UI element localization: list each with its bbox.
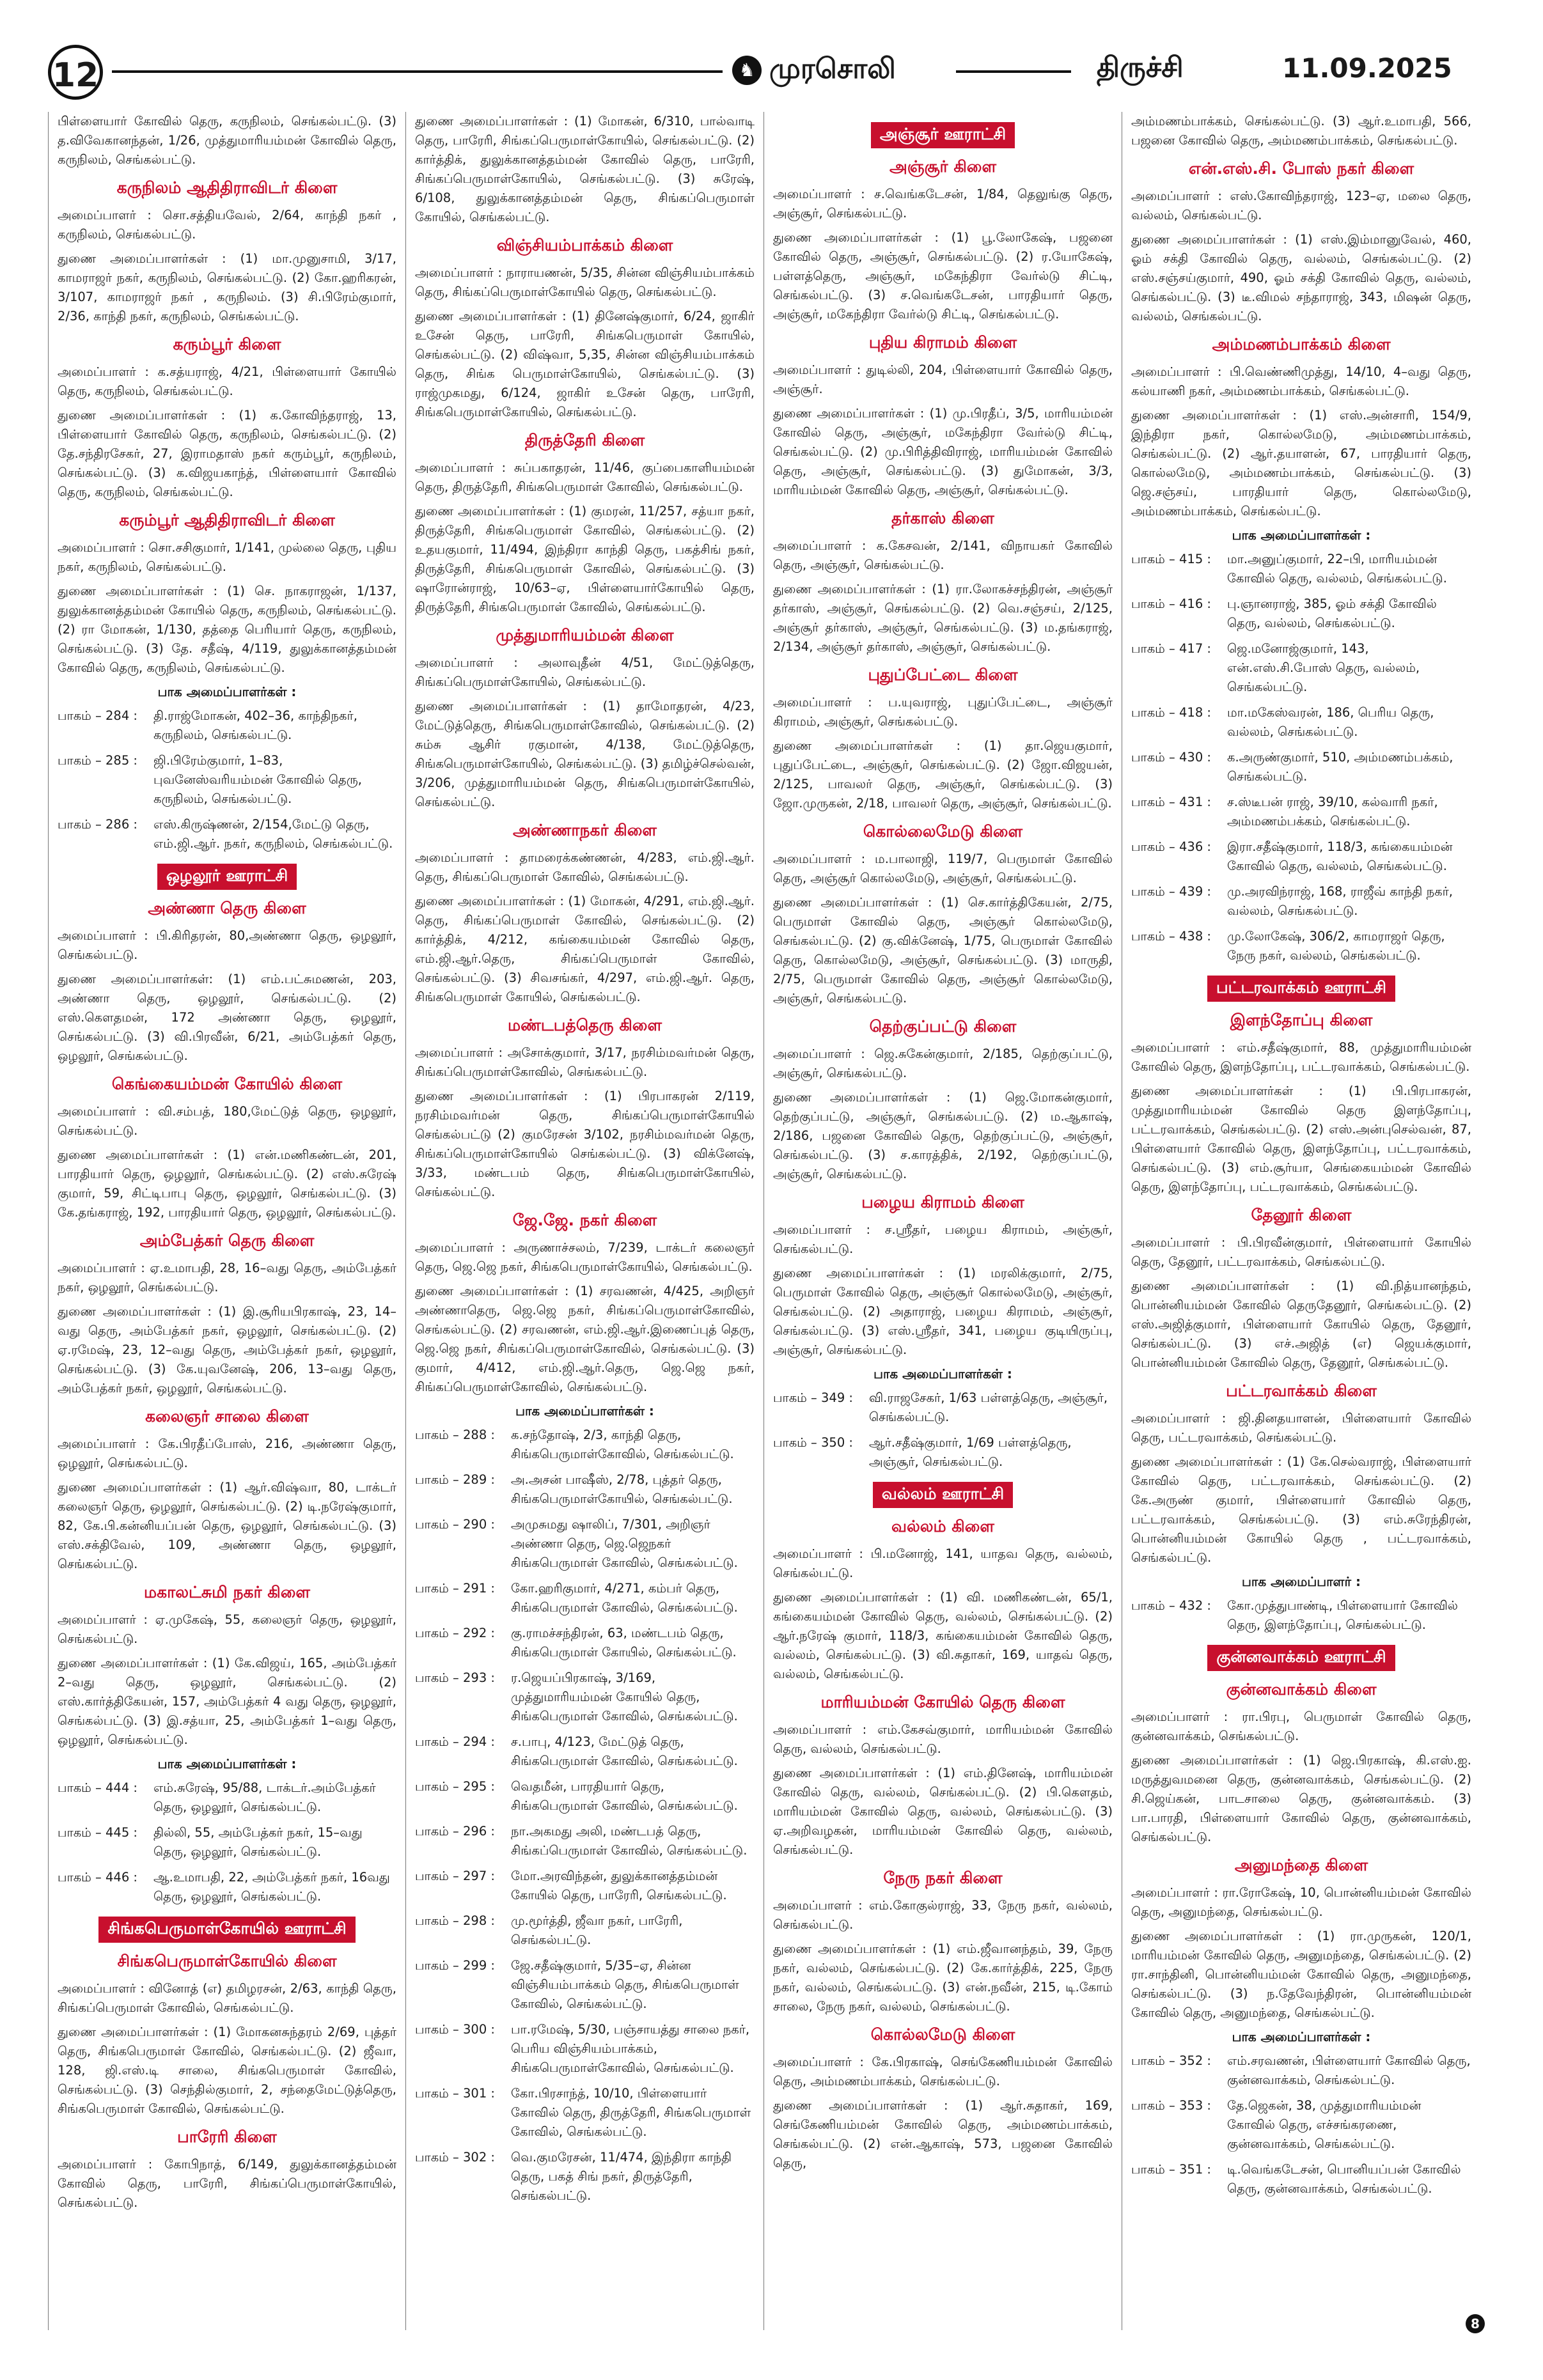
booth-entry <box>415 2148 755 2205</box>
deputy-organizers-entry: துணை அமைப்பாளர்கள்: (1) எம்.பட்சுமணன், 203, அண்ணா தெரு, ஒழலூர், செங்கல்பட்டு. (2) எஸ்.கௌதமன், 172 அண்ணா தெரு, ஒழலூர், செங்கல்பட்டு. (3) வி.பிரவீன், 6/21, அம்பேத்கர் தெரு, ஒழலூர், செங்கல்பட்டு. <box>58 972 396 1063</box>
organizer-entry: அமைப்பாளர் : அலாவுதீன் 4/51, மேட்டுத்தெரு, சிங்கப்பெருமாள்கோயில், செங்கல்பட்டு. <box>415 655 755 689</box>
panchayat-banner <box>773 122 1113 148</box>
deputy-organizers-entry: துணை அமைப்பாளர்கள் : (1) வி.நித்யானந்தம், பொன்னியம்மன் கோவில் தெருதேனூர், செங்கல்பட்டு. (2) எஸ்.அஜித்குமார், பிள்ளையார் கோயில் தெரு, தேனூர், செங்கல்பட்டு. (3) எச்.அஜித் (எ) ஜெயக்குமார், பொன்னியம்மன் கோவில் தெரு, தேனூர், செங்கல்பட்டு. <box>1131 1279 1471 1370</box>
branch-heading: விஞ்சியம்பாக்கம் கிளை <box>496 236 673 254</box>
booth-entry <box>58 751 396 809</box>
column-4 <box>1122 112 1480 2330</box>
booth-entry <box>415 1867 755 1905</box>
booth-organizer: எம்.சுரேஷ், 95/88, டாக்டர்.அம்பேத்கர் தெரு, ஒழலூர், செங்கல்பட்டு. <box>153 1780 376 1814</box>
booth-number: பாகம் – 415 : <box>1131 552 1211 566</box>
booth-organizer: மோ.அரவிந்தன், துலுக்கானத்தம்மன் கோயில் தெரு, பாரேரி, செங்கல்பட்டு. <box>511 1869 727 1902</box>
organizer-entry: அமைப்பாளர் : ஏ.முகேஷ், 55, கலைஞர் தெரு, ஒழலூர், செங்கல்பட்டு. <box>58 1612 396 1646</box>
booth-entry <box>1131 550 1471 588</box>
deputy-organizers-entry: துணை அமைப்பாளர்கள் : (1) மோகன், 6/310, பால்வாடி தெரு, பாரேரி, சிங்கப்பெருமாள்கோயில், செங்கல்பட்டு. (2) கார்த்திக், துலுக்கானத்தம்மன் கோவில் தெரு, பாரேரி, சிங்கப்பெருமாள்கோயில், செங்கல்பட்டு. (3) சுரேஷ், 6/108, துலுக்கானத்தம்மன் தெரு, சிங்கப்பெருமாள் கோயில், செங்கல்பட்டு. <box>415 114 755 224</box>
deputy-organizers-entry: துணை அமைப்பாளர்கள் : (1) எஸ்.இம்மானுவேல், 460, ஓம் சக்தி கோவில் தெரு, வல்லம், செங்கல்பட்டு. (2) எஸ்.சஞ்சய்குமார், 490, ஓம் சக்தி கோவில் தெரு, வல்லம், செங்கல்பட்டு. (3) டீ.விமல் சந்தாராஜ், 343, மிஷன் தெரு, வல்லம், செங்கல்பட்டு. <box>1131 232 1471 323</box>
panchayat-banner <box>1131 976 1471 1002</box>
booth-entry <box>1131 595 1471 633</box>
booth-number: பாகம் – 446 : <box>58 1870 137 1885</box>
deputy-organizers-entry: துணை அமைப்பாளர்கள் : (1) எஸ்.அன்சாரி, 154/9, இந்திரா நகர், கொல்லமேடு, அம்மணம்பாக்கம், செங்கல்பட்டு. (2) ஆர்.தயாளன், 67, பாரதியார் தெரு, கொல்லமேடு, அம்மணம்பாக்கம், செங்கல்பட்டு. (3) ஜெ.சஞ்சய், பாரதியார் தெரு, கொல்லமேடு, அம்மணம்பாக்கம், செங்கல்பட்டு. <box>1131 408 1471 518</box>
booth-entry <box>415 1822 755 1860</box>
branch-heading: கெங்கையம்மன் கோயில் கிளை <box>111 1075 343 1093</box>
deputy-organizers-entry: துணை அமைப்பாளர்கள் : (1) என்.மணிகண்டன், 201, பாரதியார் தெரு, ஒழலூர், செங்கல்பட்டு. (2) எஸ்.சுரேஷ் குமார், 59, சிட்டிபாபு தெரு, ஒழலூர், செங்கல்பட்டு. (3) கே.தங்கராஜ், 192, பாரதியார் தெரு, ஒழலூர், செங்கல்பட்டு. <box>58 1147 396 1220</box>
organizer-entry: அமைப்பாளர் : சொ.சத்தியவேல், 2/64, காந்தி நகர் , கருநிலம், செங்கல்பட்டு. <box>58 208 396 242</box>
branch-heading: அம்பேத்கர் தெரு கிளை <box>139 1231 315 1250</box>
organizer-entry: அமைப்பாளர் : பி.பிரவீன்குமார், பிள்ளையார் கோயில் தெரு, தேனூர், பட்டரவாக்கம், செங்கல்பட்டு. <box>1131 1235 1471 1269</box>
booth-number: பாகம் – 439 : <box>1131 884 1211 899</box>
organizer-entry: அமைப்பாளர் : எம்.கோகுல்ராஜ், 33, நேரு நகர், வல்லம், செங்கல்பட்டு. <box>773 1898 1113 1932</box>
booth-number: பாகம் – 350 : <box>773 1435 853 1450</box>
booth-organizer: பு.ஞானராஜ், 385, ஓம் சக்தி கோவில் தெரு, வல்லம், செங்கல்பட்டு. <box>1227 596 1437 630</box>
column-2 <box>406 112 764 2330</box>
organizer-entry: அமைப்பாளர் : கே.பிரகாஷ், செங்கேணியம்மன் கோவில் தெரு, அம்மணம்பாக்கம், செங்கல்பட்டு. <box>773 2055 1113 2088</box>
branch-heading: தேனூர் கிளை <box>1251 1206 1352 1224</box>
branch-heading: தர்காஸ் கிளை <box>891 509 994 527</box>
panchayat-banner-label: சிங்கபெருமாள்கோயில் ஊராட்சி <box>98 1917 355 1943</box>
booth-entry <box>1131 639 1471 697</box>
booth-organizer: ஜெ.மனோஜ்குமார், 143, என்.எஸ்.சி.போஸ் தெரு, வல்லம், செங்கல்பட்டு. <box>1227 641 1420 694</box>
booth-number: பாகம் – 418 : <box>1131 705 1211 720</box>
paper-logo <box>732 52 950 91</box>
booth-number: பாகம் – 289 : <box>415 1472 495 1487</box>
booth-entry <box>58 815 396 853</box>
deputy-organizers-entry: துணை அமைப்பாளர்கள் : (1) ஆர்.சுதாகர், 169, செங்கேணியம்மன் கோவில் தெரு, அம்மணம்பாக்கம், செங்கல்பட்டு. (2) என்.ஆகாஷ், 573, பஜனை கோவில் தெரு, <box>773 2098 1113 2170</box>
booth-organizer: இரா.சதீஷ்குமார், 118/3, கங்கையம்மன் கோவில் தெரு, வல்லம், செங்கல்பட்டு. <box>1227 839 1453 873</box>
branch-heading: கரும்பூர் ஆதிதிராவிடர் கிளை <box>119 511 335 529</box>
booth-organizers-heading: பாக அமைப்பாளர்கள் : <box>157 684 297 699</box>
deputy-organizers-entry: துணை அமைப்பாளர்கள் : (1) எம்.ஜீவானந்தம், 39, நேரு நகர், வல்லம், செங்கல்பட்டு. (2) கே.கார்த்திக், 225, நேரு நகர், வல்லம், செங்கல்பட்டு. (3) என்.நவீன், 215, டி.கோம் சாலை, நேரு நகர், வல்லம், செங்கல்பட்டு. <box>773 1941 1113 2014</box>
deputy-organizers-entry: துணை அமைப்பாளர்கள் : (1) செ.கார்த்திகேயன், 2/75, பெருமாள் கோவில் தெரு, அஞ்சூர் கொல்லமேடு, செங்கல்பட்டு. (2) கு.விக்னேஷ், 1/75, பெருமாள் கோவில் தெரு, கொல்லமேடு, அஞ்சூர், செங்கல்பட்டு. (3) மாருதி, 2/75, பெருமாள் கோவில் தெரு, அஞ்சூர் கொல்லமேடு, அஞ்சூர், செங்கல்பட்டு. <box>773 895 1113 1006</box>
booth-organizers-heading: பாக அமைப்பாளர்கள் : <box>873 1366 1012 1381</box>
deputy-organizers-entry: துணை அமைப்பாளர்கள் : (1) பிரபாகரன் 2/119, நரசிம்மவர்மன் தெரு, சிங்கப்பெருமாள்கோயில் செங்கல்பட்டு (2) குமரேசன் 3/102, நரசிம்மவர்மன் தெரு, சிங்கப்பெருமாள்கோயில் செங்கல்பட்டு. (3) விக்னேஷ், 3/33, மண்டபம் தெரு, சிங்கபெருமாள்கோயில், செங்கல்பட்டு. <box>415 1089 755 1199</box>
booth-organizer: பா.ரமேஷ், 5/30, பஞ்சாயத்து சாலை நகர், பெரிய விஞ்சியம்பாக்கம், சிங்கபெருமாள்கோவில், செங்கல்பட்டு. <box>511 2022 750 2075</box>
masthead-rule-right <box>956 70 1071 73</box>
organizer-entry: அமைப்பாளர் : தாமரைக்கண்ணன், 4/283, எம்.ஜி.ஆர். தெரு, சிங்கப்பெருமாள் கோவில், செங்கல்பட்டு. <box>415 850 755 884</box>
booth-organizer: தில்லி, 55, அம்பேத்கர் நகர், 15–வது தெரு, ஒழலூர், செங்கல்பட்டு. <box>153 1825 363 1859</box>
organizer-entry: அமைப்பாளர் : வி.சம்பத், 180,மேட்டுத் தெரு, ஒழலூர், செங்கல்பட்டு. <box>58 1104 396 1138</box>
booth-number: பாகம் – 430 : <box>1131 750 1211 765</box>
edition-city: திருச்சி <box>1097 51 1184 84</box>
paper-name: முரசொலி <box>769 52 896 85</box>
booth-number: பாகம் – 288 : <box>415 1427 495 1442</box>
deputy-organizers-entry: துணை அமைப்பாளர்கள் : (1) பி.பிரபாகரன், முத்துமாரியம்மன் கோவில் தெரு இளந்தோப்பு, பட்டரவாக்கம், செங்கல்பட்டு. (2) எஸ்.அன்புசெல்வன், 87, பிள்ளையார் கோவில் தெரு, இளந்தோப்பு, பட்டரவாக்கம், செங்கல்பட்டு. (3) எம்.சூர்யா, செங்கையம்மன் கோவில் தெரு, இளந்தோப்பு, பட்டரவாக்கம், செங்கல்பட்டு. <box>1131 1084 1471 1194</box>
booth-number: பாகம் – 432 : <box>1131 1598 1211 1613</box>
deputy-organizers-entry: துணை அமைப்பாளர்கள் : (1) கே.விஜய், 165, அம்பேத்கர் 2–வது தெரு, ஒழலூர், செங்கல்பட்டு. (2) எஸ்.கார்த்திகேயன், 157, அம்பேத்கர் 4 வது தெரு, ஒழலூர், செங்கல்பட்டு. (3) இ.சத்யா, 25, அம்பேத்கர் 1–வது தெரு, ஒழலூர், செங்கல்பட்டு. <box>58 1656 396 1747</box>
organizer-entry: அமைப்பாளர் : வினோத் (எ) தமிழரசன், 2/63, காந்தி தெரு, சிங்கப்பெருமாள் கோவில், செங்கல்பட்டு. <box>58 1981 396 2015</box>
booth-entry <box>415 1579 755 1617</box>
booth-organizer: எஸ்.கிருஷ்ணன், 2/154,மேட்டு தெரு, எம்.ஜி.ஆர். நகர், கருநிலம், செங்கல்பட்டு. <box>153 817 393 851</box>
branch-heading: கருநிலம் ஆதிதிராவிடர் கிளை <box>116 178 338 197</box>
booth-number: பாகம் – 349 : <box>773 1390 853 1405</box>
booth-organizer: ஜி.பிரேம்குமார், 1–83, புவனேஸ்வரியம்மன் கோவில் தெரு, கருநிலம், செங்கல்பட்டு. <box>153 753 363 806</box>
branch-heading: கொல்லைமேடு கிளை <box>863 822 1023 841</box>
booth-organizer: வெ.குமரேசன், 11/474, இந்திரா காந்தி தெரு, பகத் சிங் நகர், திருத்தேரி, செங்கல்பட்டு. <box>511 2150 732 2203</box>
booth-number: பாகம் – 284 : <box>58 708 137 723</box>
booth-entry <box>415 1515 755 1573</box>
organizer-entry: அமைப்பாளர் : க.கேசவன், 2/141, விநாயகர் கோவில் தெரு, அஞ்சூர், செங்கல்பட்டு. <box>773 538 1113 572</box>
columns <box>48 112 1495 2330</box>
booth-organizer: ஆர்.சதீஷ்குமார், 1/69 பள்ளத்தெரு, அஞ்சூர், செங்கல்பட்டு. <box>869 1435 1072 1469</box>
booth-organizer: அ.அசன் பாஷீஸ், 2/78, புத்தர் தெரு, சிங்கபெருமாள்கோயில், செங்கல்பட்டு. <box>511 1472 733 1506</box>
article-paragraph: பிள்ளையார் கோவில் தெரு, கருநிலம், செங்கல்பட்டு. (3) த.விவேகானந்தன், 1/26, முத்துமாரியம்மன் கோவில் தெரு, கருநிலம், செங்கல்பட்டு. <box>58 114 396 167</box>
masthead <box>48 38 1495 109</box>
booth-number: பாகம் – 351 : <box>1131 2162 1211 2177</box>
masthead-rule-left <box>112 70 723 73</box>
booth-organizer: க.அருண்குமார், 510, அம்மணம்பக்கம், செங்கல்பட்டு. <box>1227 750 1453 784</box>
booth-number: பாகம் – 417 : <box>1131 641 1211 656</box>
booth-organizer: மு.அரவிந்ராஜ், 168, ராஜீவ் காந்தி நகர், வல்லம், செங்கல்பட்டு. <box>1227 884 1453 918</box>
booth-entry <box>1131 2051 1471 2090</box>
organizer-entry: அமைப்பாளர் : சொ.சசிகுமார், 1/141, முல்லை தெரு, புதிய நகர், கருநிலம், செங்கல்பட்டு. <box>58 540 396 574</box>
branch-heading: ஜே.ஜே. நகர் கிளை <box>512 1211 657 1229</box>
deputy-organizers-entry: துணை அமைப்பாளர்கள் : (1) ரா.லோகச்சந்திரன், அஞ்சூர் தர்காஸ், அஞ்சூர், செங்கல்பட்டு. (2) வெ.சஞ்சய், 2/125, அஞ்சூர் தர்காஸ், அஞ்சூர், செங்கல்பட்டு. (3) ம.தங்கராஜ், 2/134, அஞ்சூர் தர்காஸ், அஞ்சூர், செங்கல்பட்டு. <box>773 582 1113 654</box>
branch-heading: என்.எஸ்.சி. போஸ் நகர் கிளை <box>1188 159 1414 178</box>
booth-number: பாகம் – 290 : <box>415 1517 495 1532</box>
booth-entry <box>1131 703 1471 742</box>
branch-heading: மாரியம்மன் கோயில் தெரு கிளை <box>820 1693 1065 1711</box>
booth-entry <box>58 1823 396 1862</box>
organizer-entry: அமைப்பாளர் : ஜெ.சுகேன்குமார், 2/185, தெற்குப்பட்டு, அஞ்சூர், செங்கல்பட்டு. <box>773 1046 1113 1080</box>
booth-number: பாகம் – 294 : <box>415 1734 495 1749</box>
booth-entry <box>415 1426 755 1464</box>
booth-entry <box>1131 2096 1471 2154</box>
booth-entry <box>415 2020 755 2078</box>
booth-entry <box>773 1388 1113 1427</box>
booth-number: பாகம் – 438 : <box>1131 929 1211 944</box>
branch-heading: கரும்பூர் கிளை <box>173 335 281 354</box>
branch-heading: புதிய கிராமம் கிளை <box>868 333 1017 352</box>
booth-number: பாகம் – 298 : <box>415 1913 495 1928</box>
branch-heading: திருத்தேரி கிளை <box>524 431 645 449</box>
edition-date: 11.09.2025 <box>1282 52 1452 84</box>
panchayat-banner-label: ஒழலூர் ஊராட்சி <box>157 864 297 890</box>
panchayat-banner <box>773 1482 1113 1508</box>
booth-number: பாகம் – 445 : <box>58 1825 137 1840</box>
organizer-entry: அமைப்பாளர் : பி.வெண்ணிமுத்து, 14/10, 4–வது தெரு, கல்யாணி நகர், அம்மணம்பாக்கம், செங்கல்பட்டு. <box>1131 364 1471 398</box>
branch-heading: புதுப்பேட்டை கிளை <box>868 665 1018 684</box>
branch-heading: நேரு நகர் கிளை <box>883 1869 1003 1887</box>
branch-heading: பட்டரவாக்கம் கிளை <box>1226 1381 1377 1400</box>
booth-organizer: தே.ஜெகன், 38, முத்துமாரியம்மன் கோவில் தெரு, எச்சங்கரணை, குன்னவாக்கம், செங்கல்பட்டு. <box>1227 2098 1422 2151</box>
booth-entry <box>415 1911 755 1950</box>
booth-entry <box>1131 2160 1471 2198</box>
organizer-entry: அமைப்பாளர் : ச.வெங்கடேசன், 1/84, தெலுங்கு தெரு, அஞ்சூர், செங்கல்பட்டு. <box>773 187 1113 221</box>
booth-organizer: ஆ.உமாபதி, 22, அம்பேத்கர் நகர், 16வது தெரு, ஒழலூர், செங்கல்பட்டு. <box>153 1870 390 1904</box>
booth-organizer: வெதமீன், பாரதியார் தெரு, சிங்கபெருமாள் கோவில், செங்கல்பட்டு. <box>511 1779 738 1813</box>
deputy-organizers-entry: துணை அமைப்பாளர்கள் : (1) ஜெ.பிரகாஷ், கி.எஸ்.ஐ. மருத்துவமனை தெரு, குன்னவாக்கம், செங்கல்பட்டு. (2) சி.ஜெய்கன், பாடசாலை தெரு, குன்னவாக்கம். (3) பா.பாரதி, பிள்ளையார் கோவில் தெரு, குன்னவாக்கம், செங்கல்பட்டு. <box>1131 1753 1471 1844</box>
booth-organizer: அமுசுமது ஷாலிப், 7/301, அறிஞர் அண்ணா தெரு, ஜெ.ஜெநகர் சிங்கபெருமாள் கோவில், செங்கல்பட்டு. <box>511 1517 738 1570</box>
panchayat-banner-label: அஞ்சூர் ஊராட்சி <box>871 122 1015 148</box>
panchayat-banner <box>58 1917 396 1943</box>
deputy-organizers-entry: துணை அமைப்பாளர்கள் : (1) மோகன், 4/291, எம்.ஜி.ஆர். தெரு, சிங்கப்பெருமாள் கோவில், செங்கல்பட்டு. (2) கார்த்திக், 4/212, கங்கையம்மன் கோவில் தெரு, எம்.ஜி.ஆர்.தெரு, சிங்கப்பெருமாள் கோவில், செங்கல்பட்டு. (3) சிவசங்கர், 4/297, எம்.ஜி.ஆர். தெரு, சிங்கபெருமாள் கோயில், செங்கல்பட்டு. <box>415 894 755 1004</box>
organizer-entry: அமைப்பாளர் : துடில்லி, 204, பிள்ளையார் கோவில் தெரு, அஞ்சூர். <box>773 362 1113 396</box>
booth-organizer: க.சந்தோஷ், 2/3, காந்தி தெரு, சிங்கபெருமாள்கோவில், செங்கல்பட்டு. <box>511 1427 734 1461</box>
organizer-entry: அமைப்பாளர் : ச.ஸ்ரீதர், பழைய கிராமம், அஞ்சூர், செங்கல்பட்டு. <box>773 1222 1113 1256</box>
booth-entry <box>1131 748 1471 786</box>
booth-organizer: தி.ராஜ்மோகன், 402–36, காந்திநகர், கருநிலம், செங்கல்பட்டு. <box>153 708 357 742</box>
booth-number: பாகம் – 302 : <box>415 2150 495 2165</box>
booth-entry <box>58 1868 396 1906</box>
booth-number: பாகம் – 293 : <box>415 1670 495 1685</box>
organizer-entry: அமைப்பாளர் : கே.பிரதீப்போஸ், 216, அண்ணா தெரு, ஒழலூர், செங்கல்பட்டு. <box>58 1436 396 1470</box>
organizer-entry: அமைப்பாளர் : சுப்பகாதரன், 11/46, குப்பைகாளியம்மன் தெரு, திருத்தேரி, சிங்கபெருமாள் கோவில், செங்கல்பட்டு. <box>415 460 755 494</box>
booth-entry <box>58 706 396 745</box>
branch-heading: முத்துமாரியம்மன் கிளை <box>496 626 674 644</box>
organizer-entry: அமைப்பாளர் : ம.பாலாஜி, 119/7, பெருமாள் கோவில் தெரு, அஞ்சூர் கொல்லமேடு, அஞ்சூர், செங்கல்பட்டு. <box>773 852 1113 885</box>
deputy-organizers-entry: துணை அமைப்பாளர்கள் : (1) மரலிக்குமார், 2/75, பெருமாள் கோவில் தெரு, அஞ்சூர் கொல்லமேடு, அஞ்சூர், செங்கல்பட்டு. (2) அதாராஜ், பழைய கிராமம், அஞ்சூர், செங்கல்பட்டு. (3) எஸ்.ஸ்ரீதர், 341, பழைய குடியிருப்பு, அஞ்சூர், செங்கல்பட்டு. <box>773 1266 1113 1357</box>
booth-entry <box>1131 837 1471 876</box>
booth-number: பாகம் – 296 : <box>415 1824 495 1839</box>
panchayat-banner <box>1131 1645 1471 1671</box>
panchayat-banner <box>58 864 396 890</box>
booth-organizer: டி.வெங்கடேசன், பொனியப்பன் கோவில் தெரு, குன்னவாக்கம், செங்கல்பட்டு. <box>1227 2162 1461 2196</box>
branch-heading: கொல்லமேடு கிளை <box>870 2025 1015 2044</box>
booth-entry <box>1131 882 1471 921</box>
booth-number: பாகம் – 295 : <box>415 1779 495 1794</box>
branch-heading: அண்ணாநகர் கிளை <box>513 821 657 839</box>
newspaper-page <box>48 38 1495 2340</box>
booth-organizer: நா.அகமது அலி, மண்டபத் தெரு, சிங்கப்பெருமாள் கோவில், செங்கல்பட்டு. <box>511 1824 748 1858</box>
booth-entry <box>1131 1596 1471 1635</box>
branch-heading: கலைஞர் சாலை கிளை <box>145 1407 309 1426</box>
booth-entry <box>415 1624 755 1662</box>
organizer-entry: அமைப்பாளர் : அசோக்குமார், 3/17, நரசிம்மவர்மன் தெரு, சிங்கப்பெருமாள்கோவில், செங்கல்பட்டு. <box>415 1045 755 1079</box>
branch-heading: வல்லம் கிளை <box>891 1517 994 1536</box>
booth-organizer: மா.அனுப்குமார், 22–பி, மாரியம்மன் கோவில் தெரு, வல்லம், செங்கல்பட்டு. <box>1227 552 1447 586</box>
booth-entry <box>58 1778 396 1817</box>
booth-organizer: கு.ராமச்சந்திரன், 63, மண்டபம் தெரு, சிங்கபெருமாள் கோயில், செங்கல்பட்டு. <box>511 1626 737 1660</box>
branch-heading: அஞ்சூர் கிளை <box>889 157 997 176</box>
footer-page-marker: 8 <box>1466 2314 1485 2333</box>
organizer-entry: அமைப்பாளர் : எம்.சதீஷ்குமார், 88, முத்துமாரியம்மன் கோவில் தெரு, இளந்தோப்பு, பட்டரவாக்கம், செங்கல்பட்டு. <box>1131 1040 1471 1074</box>
deputy-organizers-entry: துணை அமைப்பாளர்கள் : (1) மோகனசுந்தரம் 2/69, புத்தர் தெரு, சிங்கபெருமாள் கோவில், செங்கல்பட்டு. (2) ஜீவா, 128, ஜி.எஸ்.டி சாலை, சிங்கபெருமாள் கோவில், செங்கல்பட்டு. (3) செந்தில்குமார், 2, சந்தைமேட்டுத்தெரு, சிங்கபெருமாள் கோவில், செங்கல்பட்டு. <box>58 2025 396 2116</box>
booth-organizer: கோ.முத்துபாண்டி, பிள்ளையார் கோவில் தெரு, இளந்தோப்பு, செங்கல்பட்டு. <box>1227 1598 1458 1632</box>
booth-organizer: கோ.ஹரிகுமார், 4/271, கம்பர் தெரு, சிங்கபெருமாள் கோவில், செங்கல்பட்டு. <box>511 1581 738 1615</box>
booth-organizer: மா.மகேஸ்வரன், 186, பெரிய தெரு, வல்லம், செங்கல்பட்டு. <box>1227 705 1434 739</box>
panchayat-banner-label: குன்னவாக்கம் ஊராட்சி <box>1207 1645 1395 1671</box>
booth-number: பாகம் – 416 : <box>1131 596 1211 611</box>
deputy-organizers-entry: துணை அமைப்பாளர்கள் : (1) வி. மணிகண்டன், 65/1, கங்கையம்மன் கோவில் தெரு, வல்லம், செங்கல்பட்டு. (2) ஆர்.நரேஷ் குமார், 118/3, கங்கையம்மன் கோவில் தெரு, வல்லம், செங்கல்பட்டு. (3) வி.சுதாகர், 169, யாதவ் தெரு, வல்லம், செங்கல்பட்டு. <box>773 1590 1113 1681</box>
branch-heading: தெற்குப்பட்டு கிளை <box>869 1017 1017 1036</box>
booth-number: பாகம் – 436 : <box>1131 839 1211 854</box>
booth-entry <box>1131 927 1471 965</box>
booth-number: பாகம் – 299 : <box>415 1958 495 1973</box>
deputy-organizers-entry: துணை அமைப்பாளர்கள் : (1) தினேஷ்குமார், 6/24, ஜாகிர் உசேன் தெரு, பாரேரி, சிங்கபெருமாள் கோயில், செங்கல்பட்டு. (2) விஷ்வா, 5,35, சின்ன விஞ்சியம்பாக்கம் தெரு, சிங்க பெருமாள்கோயில், செங்கல்பட்டு. (3) ராஜ்முகமது, 6/124, ஜாகிர் உசேன் தெரு, பாரேரி, சிங்கபெருமாள்கோயில், செங்கல்பட்டு. <box>415 309 755 419</box>
organizer-entry: அமைப்பாளர் : பி.கிரிதரன், 80,அண்ணா தெரு, ஒழலூர், செங்கல்பட்டு. <box>58 928 396 962</box>
deputy-organizers-entry: அம்மணம்பாக்கம், செங்கல்பட்டு. (3) ஆர்.உமாபதி, 566, பஜனை கோவில் தெரு, அம்மணம்பாக்கம், செங்கல்பட்டு. <box>1131 114 1471 148</box>
organizer-entry: அமைப்பாளர் : ரா.ரோகேஷ், 10, பொன்னியம்மன் கோவில் தெரு, அனுமந்தை, செங்கல்பட்டு. <box>1131 1885 1471 1919</box>
booth-organizer: ச.ஸ்டீபன் ராஜ், 39/10, கல்வாரி நகர், அம்மணம்பக்கம், செங்கல்பட்டு. <box>1227 795 1438 828</box>
booth-entry <box>415 1470 755 1509</box>
elephant-icon: ♞ <box>732 56 762 85</box>
organizer-entry: அமைப்பாளர் : கோபிநாத், 6/149, துலுக்கானத்தம்மன் கோவில் தெரு, பாரேரி, சிங்கப்பெருமாள்கோயில், செங்கல்பட்டு. <box>58 2157 396 2210</box>
deputy-organizers-entry: துணை அமைப்பாளர்கள் : (1) தா.ஜெயகுமார், புதுப்பேட்டை, அஞ்சூர், செங்கல்பட்டு. (2) ஜோ.விஜயன், 2/125, பாவலர் தெரு, அஞ்சூர், செங்கல்பட்டு. (3) ஜோ.முருகன், 2/18, பாவலர் தெரு, அஞ்சூர், செங்கல்பட்டு. <box>773 738 1113 811</box>
booth-number: பாகம் – 286 : <box>58 817 137 832</box>
branch-heading: மண்டபத்தெரு கிளை <box>507 1016 662 1034</box>
deputy-organizers-entry: துணை அமைப்பாளர்கள் : (1) ஆர்.விஷ்வா, 80, டாக்டர் கலைஞர் தெரு, ஒழலூர், செங்கல்பட்டு. (2) டி.நரேஷ்குமார், 82, கே.பி.கன்னியப்பன் தெரு, ஒழலூர், செங்கல்பட்டு. (3) எஸ்.சக்திவேல், 109, அண்ணா தெரு, ஒழலூர், செங்கல்பட்டு. <box>58 1480 396 1571</box>
panchayat-banner-label: வல்லம் ஊராட்சி <box>873 1482 1013 1508</box>
deputy-organizers-entry: துணை அமைப்பாளர்கள் : (1) எம்.தினேஷ், மாரியம்மன் கோவில் தெரு, வல்லம், செங்கல்பட்டு. (2) பி.கௌதம், மாரியம்மன் கோவில் தெரு, வல்லம், செங்கல்பட்டு. (3) ஏ.அறிவழகன், மாரியம்மன் கோவில் தெரு, வல்லம், செங்கல்பட்டு. <box>773 1766 1113 1857</box>
branch-heading: சிங்கபெருமாள்கோயில் கிளை <box>117 1952 337 1970</box>
branch-heading: அண்ணா தெரு கிளை <box>148 899 306 917</box>
booth-organizer: ஜே.சதீஷ்குமார், 5/35–ஏ, சின்ன விஞ்சியம்பாக்கம் தெரு, சிங்கபெருமாள் கோவில், செங்கல்பட்டு. <box>511 1958 739 2011</box>
booth-number: பாகம் – 291 : <box>415 1581 495 1596</box>
organizer-entry: அமைப்பாளர் : ரா.பிரபு, பெருமாள் கோவில் தெரு, குன்னவாக்கம், செங்கல்பட்டு. <box>1131 1709 1471 1743</box>
deputy-organizers-entry: துணை அமைப்பாளர்கள் : (1) கே.செல்வராஜ், பிள்ளையார் கோவில் தெரு, பட்டரவாக்கம், செங்கல்பட்டு. (2) கே.அருண் குமார், பிள்ளையார் கோவில் தெரு, பட்டரவாக்கம், செங்கல்பட்டு. (3) எம்.சுரேந்திரன், பொன்னியம்மன் கோயில் தெரு , பட்டரவாக்கம், செங்கல்பட்டு. <box>1131 1454 1471 1565</box>
branch-heading: இளந்தோப்பு கிளை <box>1230 1011 1373 1029</box>
booth-number: பாகம் – 285 : <box>58 753 137 768</box>
booth-entry <box>415 2084 755 2142</box>
deputy-organizers-entry: துணை அமைப்பாளர்கள் : (1) தாமோதரன், 4/23, மேட்டுத்தெரு, சிங்கபெருமாள்கோவில், செங்கல்பட்டு. (2) சும்சு ஆசிர் ரகுமான், 4/138, மேட்டுத்தெரு, சிங்கபெருமாள்கோயில், செங்கல்பட்டு. (3) தமிழ்ச்செல்வன், 3/206, முத்துமாரியம்மன் தெரு, சிங்கபெருமாள்கோயில், செங்கல்பட்டு. <box>415 699 755 809</box>
booth-number: பாகம் – 297 : <box>415 1869 495 1883</box>
booth-organizer: ர.ஜெயப்பிரகாஷ், 3/169, முத்துமாரியம்மன் கோயில் தெரு, சிங்கபெருமாள் கோவில், செங்கல்பட்டு. <box>511 1670 738 1723</box>
organizer-entry: அமைப்பாளர் : ஜி.தினதயாளன், பிள்ளையார் கோவில் தெரு, பட்டரவாக்கம், செங்கல்பட்டு. <box>1131 1411 1471 1445</box>
deputy-organizers-entry: துணை அமைப்பாளர்கள் : (1) ஜெ.மோகன்குமார், தெற்குப்பட்டு, அஞ்சூர், செங்கல்பட்டு. (2) ம.ஆகாஷ், 2/186, பஜனை கோவில் தெரு, தெற்குப்பட்டு, அஞ்சூர், செங்கல்பட்டு. (3) ச.காரத்திக், 2/192, தெற்குப்பட்டு, அஞ்சூர், செங்கல்பட்டு. <box>773 1090 1113 1181</box>
branch-heading: அனுமந்தை கிளை <box>1234 1856 1368 1874</box>
deputy-organizers-entry: துணை அமைப்பாளர்கள் : (1) க.கோவிந்தராஜ், 13, பிள்ளையார் கோவில் தெரு, கருநிலம், செங்கல்பட்டு. (2) தே.சந்திரசேகர், 27, இராமதாஸ் நகர் கரும்பூர், கருநிலம், செங்கல்பட்டு. (3) க.விஜயகாந்த், பிள்ளையார் கோவில் தெரு, கருநிலம், செங்கல்பட்டு. <box>58 408 396 499</box>
booth-number: பாகம் – 444 : <box>58 1780 137 1795</box>
organizer-entry: அமைப்பாளர் : எம்.கேசவ்குமார், மாரியம்மன் கோவில் தெரு, வல்லம், செங்கல்பட்டு. <box>773 1722 1113 1756</box>
booth-entry <box>1131 793 1471 831</box>
branch-heading: பழைய கிராமம் கிளை <box>861 1193 1024 1211</box>
booth-entry <box>415 1956 755 2014</box>
booth-organizers-heading: பாக அமைப்பாளர்கள் : <box>157 1756 297 1771</box>
booth-organizer: மு.மூர்த்தி, ஜீவா நகர், பாரேரி, செங்கல்பட்டு. <box>511 1913 683 1947</box>
organizer-entry: அமைப்பாளர் : அருணாச்சலம், 7/239, டாக்டர் கலைஞர் தெரு, ஜெ.ஜெ நகர், சிங்கபெருமாள்கோயில், செங்கல்பட்டு. <box>415 1240 755 1274</box>
branch-heading: அம்மணம்பாக்கம் கிளை <box>1212 335 1391 354</box>
organizer-entry: அமைப்பாளர் : நாராயணன், 5/35, சின்ன விஞ்சியம்பாக்கம் தெரு, சிங்கப்பெருமாள்கோயில் தெரு, செங்கல்பட்டு. <box>415 265 755 299</box>
branch-heading: பாரேரி கிளை <box>177 2127 277 2146</box>
booth-organizer: வி.ராஜசேகர், 1/63 பள்ளத்தெரு, அஞ்சூர், செங்கல்பட்டு. <box>869 1390 1108 1424</box>
branch-heading: மகாலட்சுமி நகர் கிளை <box>144 1583 310 1601</box>
booth-number: பாகம் – 352 : <box>1131 2053 1211 2068</box>
page-number: 12 <box>48 45 103 100</box>
deputy-organizers-entry: துணை அமைப்பாளர்கள் : (1) சரவணன், 4/425, அறிஞர் அண்ணாதெரு, ஜெ.ஜெ நகர், சிங்கப்பெருமாள்கோவில், செங்கல்பட்டு. (2) சரவணன், எம்.ஜி.ஆர்.இணைப்புத் தெரு, ஜெ.ஜெ நகர், சிங்கப்பெருமாள்கோவில், செங்கல்பட்டு. (3) குமார், 4/412, எம்.ஜி.ஆர்.தெரு, ஜெ.ஜெ நகர், சிங்கப்பெருமாள்கோவில், செங்கல்பட்டு. <box>415 1284 755 1394</box>
deputy-organizers-entry: துணை அமைப்பாளர்கள் : (1) செ. நாகராஜன், 1/137, துலுக்கானத்தம்மன் கோயில் தெரு, கருநிலம், செங்கல்பட்டு. (2) ரா மோகன், 1/130, தத்தை பெரியார் தெரு, கருநிலம், செங்கல்பட்டு. (3) தே. சதீஷ், 4/119, துலுக்கானத்தம்மன் கோவில் தெரு, கருநிலம், செங்கல்பட்டு. <box>58 584 396 675</box>
booth-number: பாகம் – 431 : <box>1131 795 1211 809</box>
booth-entry <box>415 1668 755 1726</box>
booth-organizers-heading: பாக அமைப்பாளர்கள் : <box>1232 2029 1371 2044</box>
booth-organizers-heading: பாக அமைப்பாளர்கள் : <box>515 1403 654 1419</box>
booth-organizer: கோ.பிரசாந்த், 10/10, பிள்ளையார் கோவில் தெரு, திருத்தேரி, சிங்கபெருமாள் கோவில், செங்கல்பட்டு. <box>511 2086 751 2139</box>
deputy-organizers-entry: துணை அமைப்பாளர்கள் : (1) மா.முனுசாமி, 3/17, காமராஜர் நகர், கருநிலம், செங்கல்பட்டு. (2) கோ.ஹரிகரன், 3/107, காமராஜர் நகர் , கருநிலம். (3) சி.பிரேம்குமார், 2/36, காந்தி நகர், கருநிலம், செங்கல்பட்டு. <box>58 251 396 323</box>
column-1 <box>48 112 406 2330</box>
booth-organizer: ச.பாபு, 4/123, மேட்டுத் தெரு, சிங்கபெருமாள் கோவில், செங்கல்பட்டு. <box>511 1734 738 1768</box>
deputy-organizers-entry: துணை அமைப்பாளர்கள் : (1) ரா.முருகன், 120/1, மாரியம்மன் கோவில் தெரு, அனுமந்தை, செங்கல்பட்டு. (2) ரா.சாந்தினி, பொன்னியம்மன் கோவில் தெரு, அனுமந்தை, செங்கல்பட்டு. (3) ந.தேவேந்திரன், பொன்னியம்மன் கோவில் தெரு, அனுமந்தை, செங்கல்பட்டு. <box>1131 1929 1471 2020</box>
booth-number: பாகம் – 301 : <box>415 2086 495 2101</box>
booth-entry <box>415 1777 755 1816</box>
booth-organizer: மு.லோகேஷ், 306/2, காமராஜர் தெரு, நேரு நகர், வல்லம், செங்கல்பட்டு. <box>1227 929 1445 963</box>
organizer-entry: அமைப்பாளர் : பி.மனோஜ், 141, யாதவ தெரு, வல்லம், செங்கல்பட்டு. <box>773 1546 1113 1580</box>
deputy-organizers-entry: துணை அமைப்பாளர்கள் : (1) பூ.லோகேஷ், பஜனை கோவில் தெரு, அஞ்சூர், செங்கல்பட்டு. (2) ர.யோகேஷ், பள்ளத்தெரு, அஞ்சூர், மகேந்திரா வேர்ல்டு சிட்டி, செங்கல்பட்டு. (3) ச.வெங்கடேசன், பாரதியார் தெரு, அஞ்சூர், மகேந்திரா வேர்ல்டு சிட்டி, செங்கல்பட்டு. <box>773 230 1113 322</box>
organizer-entry: அமைப்பாளர் : க.சத்யராஜ், 4/21, பிள்ளையார் கோயில் தெரு, கருநிலம், செங்கல்பட்டு. <box>58 364 396 398</box>
booth-number: பாகம் – 300 : <box>415 2022 495 2037</box>
deputy-organizers-entry: துணை அமைப்பாளர்கள் : (1) மு.பிரதீப், 3/5, மாரியம்மன் கோவில் தெரு, அஞ்சூர், மகேந்திரா வேர்ல்டு சிட்டி, செங்கல்பட்டு. (2) மு.பிரித்திவிராஜ், மாரியம்மன் கோவில் தெரு, அஞ்சூர், செங்கல்பட்டு. (3) துமோகன், 3/3, மாரியம்மன் கோவில் தெரு, அஞ்சூர், செங்கல்பட்டு. <box>773 406 1113 497</box>
branch-heading: குன்னவாக்கம் கிளை <box>1226 1680 1377 1699</box>
organizer-entry: அமைப்பாளர் : ஏ.உமாபதி, 28, 16–வது தெரு, அம்பேத்கர் நகர், ஒழலூர், செங்கல்பட்டு. <box>58 1261 396 1295</box>
booth-entry <box>773 1433 1113 1472</box>
booth-organizers-heading: பாக அமைப்பாளர்கள் : <box>1232 527 1371 543</box>
column-3 <box>764 112 1122 2330</box>
deputy-organizers-entry: துணை அமைப்பாளர்கள் : (1) குமரன், 11/257, சத்யா நகர், திருத்தேரி, சிங்கபெருமாள் கோவில், செங்கல்பட்டு. (2) உதயகுமார், 11/494, இந்திரா காந்தி தெரு, பகத்சிங் நகர், திருத்தேரி, சிங்கபெருமாள் கோவில், செங்கல்பட்டு. (3) ஷாரோன்ராஜ், 10/63–ஏ, பிள்ளையார்கோயில் தெரு, திருத்தேரி, சிங்கபெருமாள் கோவில், செங்கல்பட்டு. <box>415 504 755 614</box>
booth-number: பாகம் – 353 : <box>1131 2098 1211 2113</box>
booth-organizer: எம்.சரவணன், பிள்ளையார் கோவில் தெரு, குன்னவாக்கம், செங்கல்பட்டு. <box>1227 2053 1471 2087</box>
organizer-entry: அமைப்பாளர் : எஸ்.கோவிந்தராஜ், 123–ஏ, மலை தெரு, வல்லம், செங்கல்பட்டு. <box>1131 189 1471 222</box>
booth-number: பாகம் – 292 : <box>415 1626 495 1640</box>
deputy-organizers-entry: துணை அமைப்பாளர்கள் : (1) இ.சூரியபிரகாஷ், 23, 14–வது தெரு, அம்பேத்கர் நகர், ஒழலூர், செங்கல்பட்டு. (2) ஏ.ரமேஷ், 23, 12–வது தெரு, அம்பேத்கர் நகர், ஒழலூர், செங்கல்பட்டு. (3) கே.யுவனேஷ், 206, 13–வது தெரு, அம்பேத்கர் நகர், ஒழலூர், செங்கல்பட்டு. <box>58 1304 396 1396</box>
organizer-entry: அமைப்பாளர் : ப.யுவராஜ், புதுப்பேட்டை, அஞ்சூர் கிராமம், அஞ்சூர், செங்கல்பட்டு. <box>773 695 1113 729</box>
panchayat-banner-label: பட்டரவாக்கம் ஊராட்சி <box>1207 976 1395 1002</box>
booth-organizers-heading: பாக அமைப்பாளர் : <box>1241 1574 1361 1589</box>
booth-entry <box>415 1732 755 1771</box>
